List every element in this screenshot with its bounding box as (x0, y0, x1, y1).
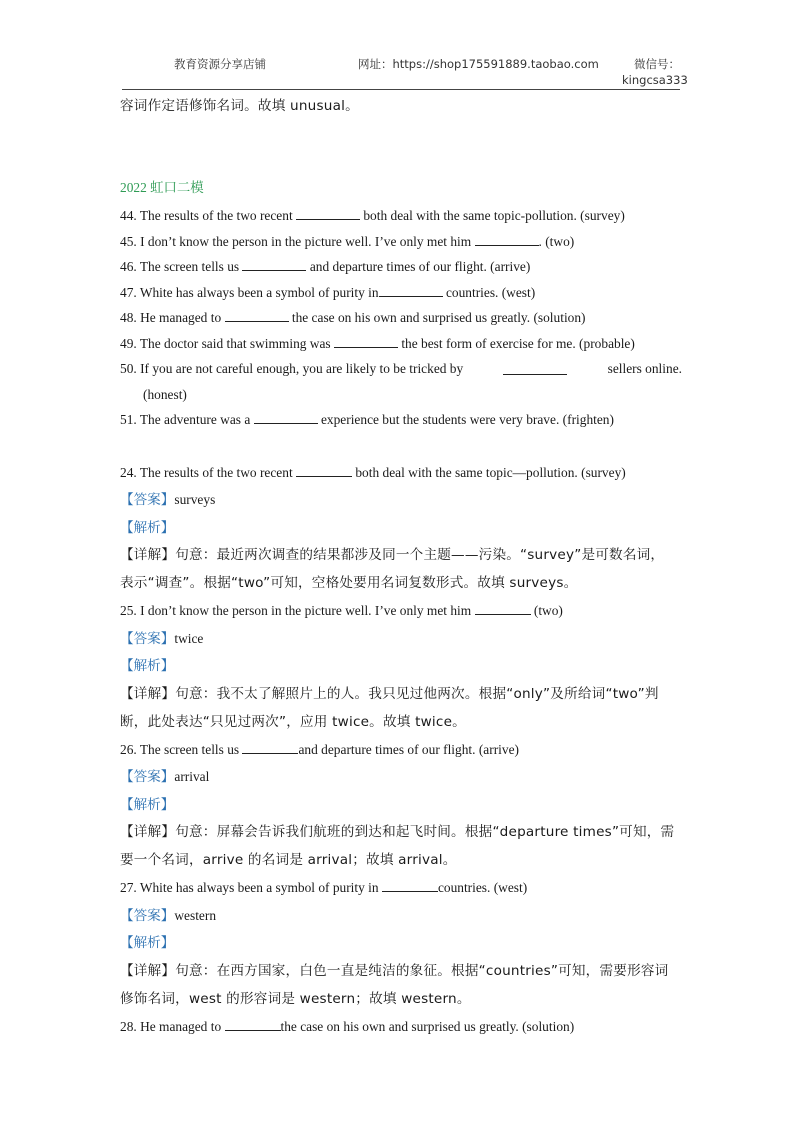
detail-27-line-2: 修饰名词，west 的形容词是 western；故填 western。 (120, 990, 471, 1007)
answer-tag: 【答案】 (120, 492, 175, 508)
detail-tag: 【详解】 (120, 962, 176, 979)
answer-24 (120, 486, 682, 514)
question-46: 46. The screen tells us and departure times of our flight. (arrive) (120, 259, 531, 274)
header-shop-name: 教育资源分享店铺 (174, 57, 266, 71)
answer-blank (503, 362, 567, 375)
question-48: 48. He managed to the case on his own and surprised us greatly. (solution) (120, 310, 586, 325)
question-49: 49. The doctor said that swimming was the best form of exercise for me. (probable) (120, 335, 635, 351)
question-44: 44. The results of the two recent both deal with the same topic-pollution. (survey) (120, 208, 625, 223)
answer-blank (225, 309, 289, 322)
detail-tag: 【详解】 (120, 685, 176, 702)
header-wechat-label: 微信号： (634, 57, 680, 71)
answer-blank (475, 602, 531, 615)
detail-tag: 【详解】 (120, 547, 176, 563)
question-47: 47. White has always been a symbol of purity in countries. (west) (120, 284, 536, 300)
answer-blank (475, 233, 539, 246)
answer-blank (225, 1018, 281, 1031)
question-45: 45. I don’t know the person in the picture well. I’ve only met him . (two) (120, 233, 575, 249)
answer-blank (382, 879, 438, 892)
analysis-tag: 【解析】 (120, 935, 175, 951)
top-fragment: 容词作定语修饰名词。故填 unusual。 (120, 98, 359, 114)
header-wechat-id: kingcsa333 (622, 73, 688, 87)
header-url: 网址：https://shop175591889.taobao.com (358, 57, 599, 71)
question-50-continued: (honest) (143, 386, 187, 402)
answer-question-25: 25. I don’t know the person in the picture well. I’ve only met him (two) (120, 603, 563, 618)
answer-blank (254, 411, 318, 424)
answer-question-27: 27. White has always been a symbol of purity in countries. (west) (120, 880, 528, 895)
detail-27: 【详解】句意：在西方国家，白色一直是纯洁的象征。根据“countries”可知，需要形容词 (120, 962, 669, 979)
answer-tag: 【答案】 (120, 630, 175, 647)
answer-blank (334, 335, 398, 348)
question-50: 50. If you are not careful enough, you are likely to be tricked by sellers online. (120, 361, 682, 376)
analysis-27 (120, 929, 682, 957)
answer-question-26: 26. The screen tells us and departure times of our flight. (arrive) (120, 741, 519, 757)
analysis-26 (120, 791, 682, 819)
answer-question-24: 24. The results of the two recent both deal with the same topic—pollution. (survey) (120, 464, 626, 480)
answer-26 (120, 763, 682, 791)
answer-value: twice (174, 630, 204, 646)
section-title: 2022 虹口二模 (120, 180, 204, 195)
answer-27 (120, 902, 682, 930)
analysis-tag: 【解析】 (120, 658, 175, 674)
answer-tag: 【答案】 (120, 907, 175, 924)
answer-tag: 【答案】 (120, 769, 175, 785)
answer-blank (242, 741, 298, 754)
answer-value: surveys (174, 492, 216, 507)
answer-blank (242, 258, 306, 271)
detail-24: 【详解】句意：最近两次调查的结果都涉及同一个主题——污染。“survey”是可数名词， (120, 547, 665, 563)
analysis-25 (120, 652, 682, 680)
detail-25-line-2: 断，此处表达“只见过两次”，应用 twice。故填 twice。 (120, 713, 466, 730)
answer-value: western (174, 907, 217, 923)
answer-blank (296, 207, 360, 220)
answer-blank (296, 464, 352, 477)
analysis-tag: 【解析】 (120, 796, 175, 813)
header-wechat (622, 56, 688, 88)
detail-25: 【详解】句意：我不太了解照片上的人。我只见过他两次。根据“only”及所给词“two”判 (120, 685, 659, 702)
answer-blank (379, 284, 443, 297)
document-body (120, 95, 682, 1040)
header-divider (122, 89, 680, 90)
answer-value: arrival (174, 769, 210, 784)
analysis-tag: 【解析】 (120, 519, 175, 536)
detail-26-line-2: 要一个名词，arrive 的名词是 arrival；故填 arrival。 (120, 852, 457, 868)
analysis-24 (120, 514, 682, 542)
detail-26: 【详解】句意：屏幕会告诉我们航班的到达和起飞时间。根据“departure times”可知，需 (120, 824, 675, 840)
detail-tag: 【详解】 (120, 824, 176, 840)
question-51: 51. The adventure was a experience but the students were very brave. (frighten) (120, 412, 614, 427)
answer-question-28: 28. He managed to the case on his own and surprised us greatly. (solution) (120, 1018, 575, 1034)
answer-25 (120, 625, 682, 653)
detail-24-line-2: 表示“调查”。根据“two”可知，空格处要用名词复数形式。故填 surveys。 (120, 575, 578, 591)
